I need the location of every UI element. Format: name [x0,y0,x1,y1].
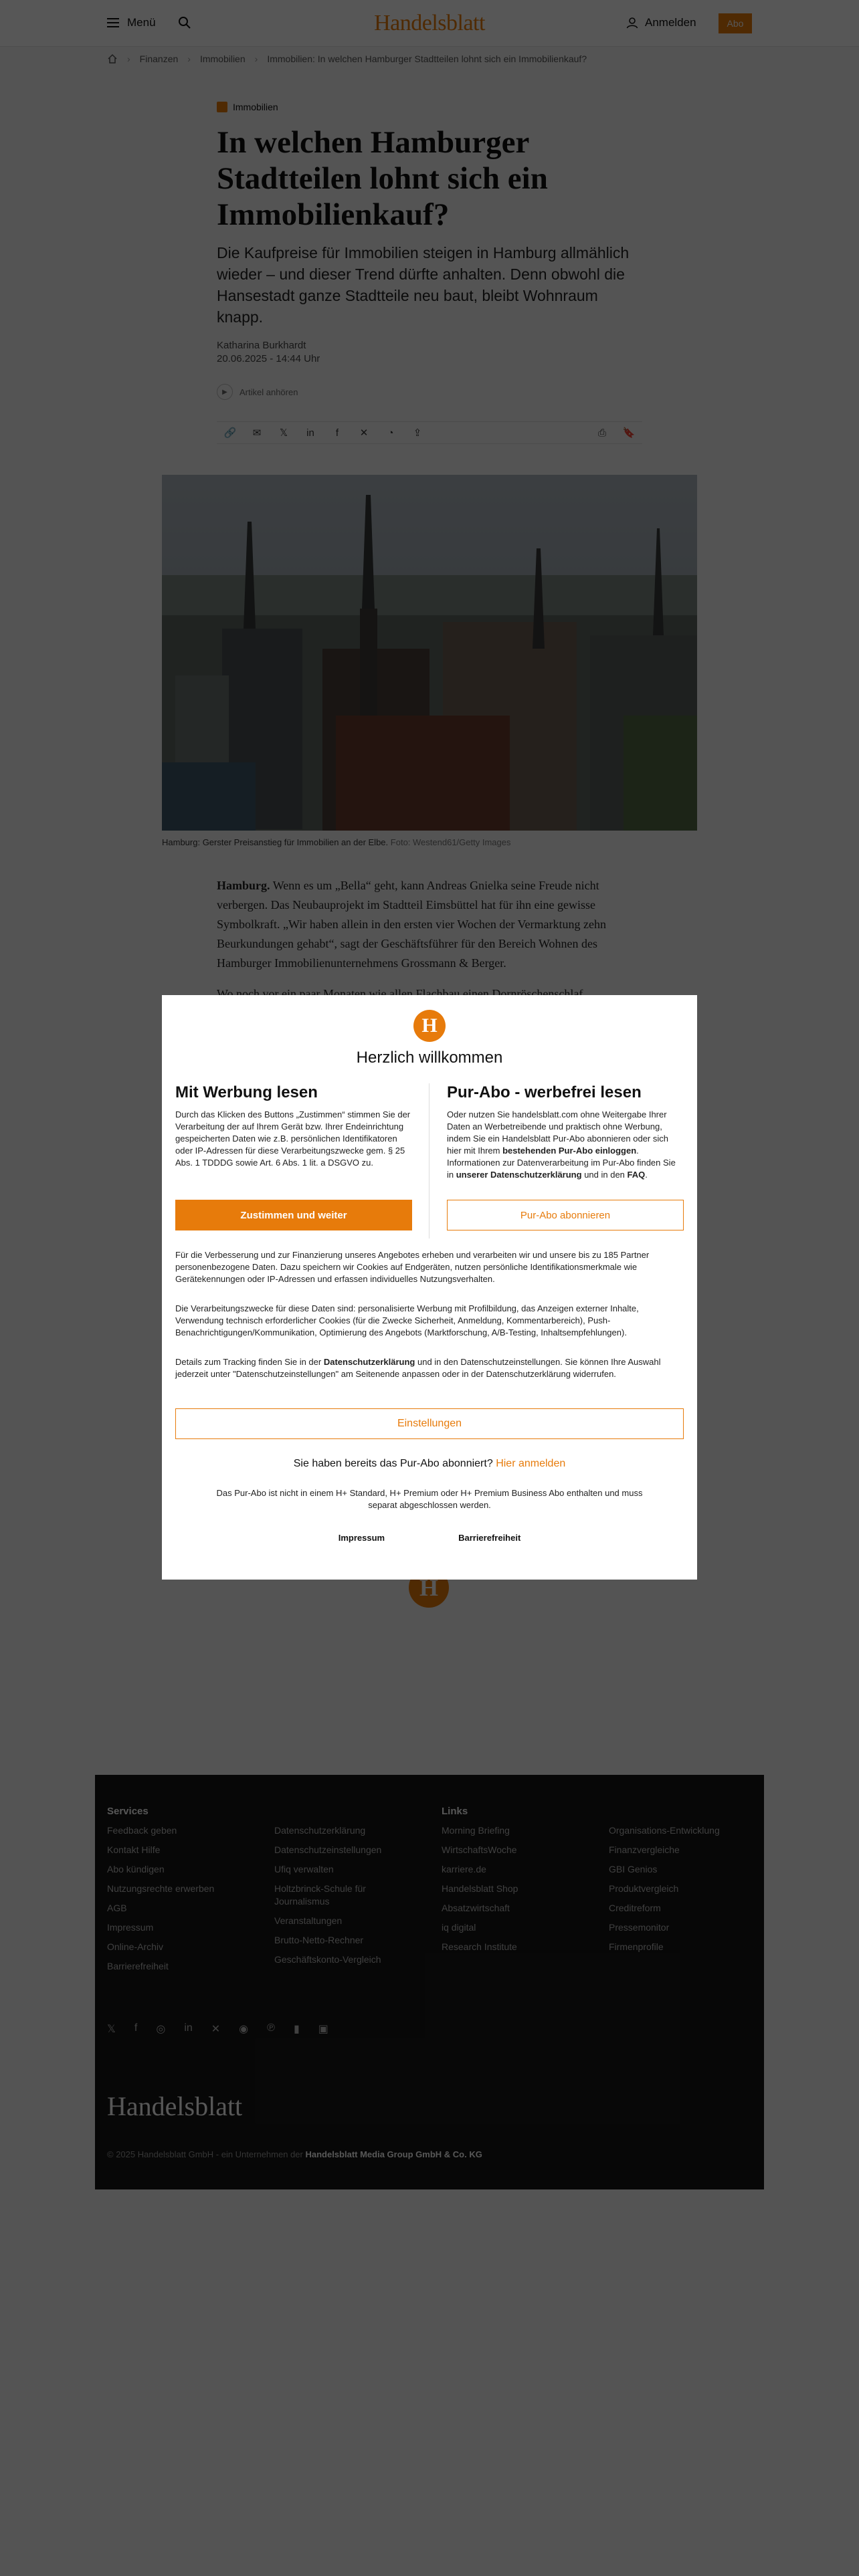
login-question: Sie haben bereits das Pur-Abo abonniert? [293,1458,493,1469]
pur-text-2: . Informationen zur Datenverarbeitung im Pur-Abo finden Sie in [447,1146,676,1180]
faq-link[interactable]: FAQ [627,1170,646,1180]
consent-footer-links [162,1533,697,1543]
pur-login-link[interactable]: bestehenden Pur-Abo einloggen [502,1146,637,1156]
pur-login-prompt [162,1458,697,1470]
privacy-link[interactable]: unserer Datenschutzerklärung [456,1170,582,1180]
consent-paragraph-3 [175,1356,684,1380]
handelsblatt-h-logo: H [413,1010,446,1042]
ads-heading: Mit Werbung lesen [175,1083,318,1101]
consent-dialog [162,995,697,1580]
consent-paragraph-1: Für die Verbesserung und zur Finanzierung unseres Angebotes erheben und verarbeiten wir und unsere bis zu 185 Partner personenbezogene Daten. Dazu speichern wir Cookies auf Endgeräten, nutzen persönliche Identifikationsmerkmale wie Gerätekennungen oder IP-Adressen und erfassen individuelles Nutzungsverhalten. [175,1250,650,1284]
login-link[interactable]: Hier anmelden [496,1458,566,1469]
pur-text-4: . [645,1170,648,1180]
consent-paragraph-2: Die Verarbeitungszwecke für diese Daten sind: personalisierte Werbung mit Profilbildung, das Anzeigen externer Inhalte, Verwendung technisch erforderlicher Cookies (für die Zwecke Sicherheit, Anmeldung, Kommentarbereich), Push-Benachrichtigungen/Kommunikation, Optimierung des Angebots (Marktforschung, A/B-Testing, Inhaltsempfehlungen). [175,1303,639,1337]
consent-divider [429,1083,430,1239]
consent-title: Herzlich willkommen [356,1049,503,1067]
pur-text-3: und in den [581,1170,628,1180]
pur-heading: Pur-Abo - werbefrei lesen [447,1083,642,1101]
imprint-link[interactable]: Impressum [338,1533,385,1543]
para3-text-1: Details zum Tracking finden Sie in der [175,1357,324,1367]
para3-text-2: und in den Datenschutzeinstellungen. Sie können Ihre Auswahl jederzeit unter "Datenschutzeinstellungen" am Seitenende anpassen oder in der Datenschutzerklärung widerrufen. [175,1357,661,1379]
pur-text [447,1109,684,1181]
settings-button[interactable]: Einstellungen [175,1408,684,1439]
ads-text: Durch das Klicken des Buttons „Zustimmen“ stimmen Sie der Verarbeitung der auf Ihrem Gerät bzw. Ihrer Endeinrichtung gespeicherten Daten wie z.B. persönlichen Identifikatoren oder IP-Adressen für diese Verarbeitungszwecke gem. § 25 Abs. 1 TDDDG sowie Art. 6 Abs. 1 lit. a DSGVO zu. [175,1109,411,1168]
accept-button[interactable]: Zustimmen und weiter [175,1200,412,1230]
privacy-policy-link[interactable]: Datenschutzerklärung [323,1357,415,1367]
pur-text-1: Oder nutzen Sie handelsblatt.com ohne Weitergabe Ihrer Daten an Werbetreibende und praktisch ohne Werbung, indem Sie ein Handelsblatt Pur-Abo abonnieren oder sich hier mit Ihrem [447,1109,668,1156]
subscribe-pur-button[interactable]: Pur-Abo abonnieren [447,1200,684,1230]
accessibility-link[interactable]: Barrierefreiheit [458,1533,521,1543]
pur-note: Das Pur-Abo ist nicht in einem H+ Standard, H+ Premium oder H+ Premium Business Abo enthalten und muss separat abgeschlossen werden. [216,1488,643,1510]
consent-col-pur [447,1083,684,1181]
consent-col-ads [175,1083,412,1169]
